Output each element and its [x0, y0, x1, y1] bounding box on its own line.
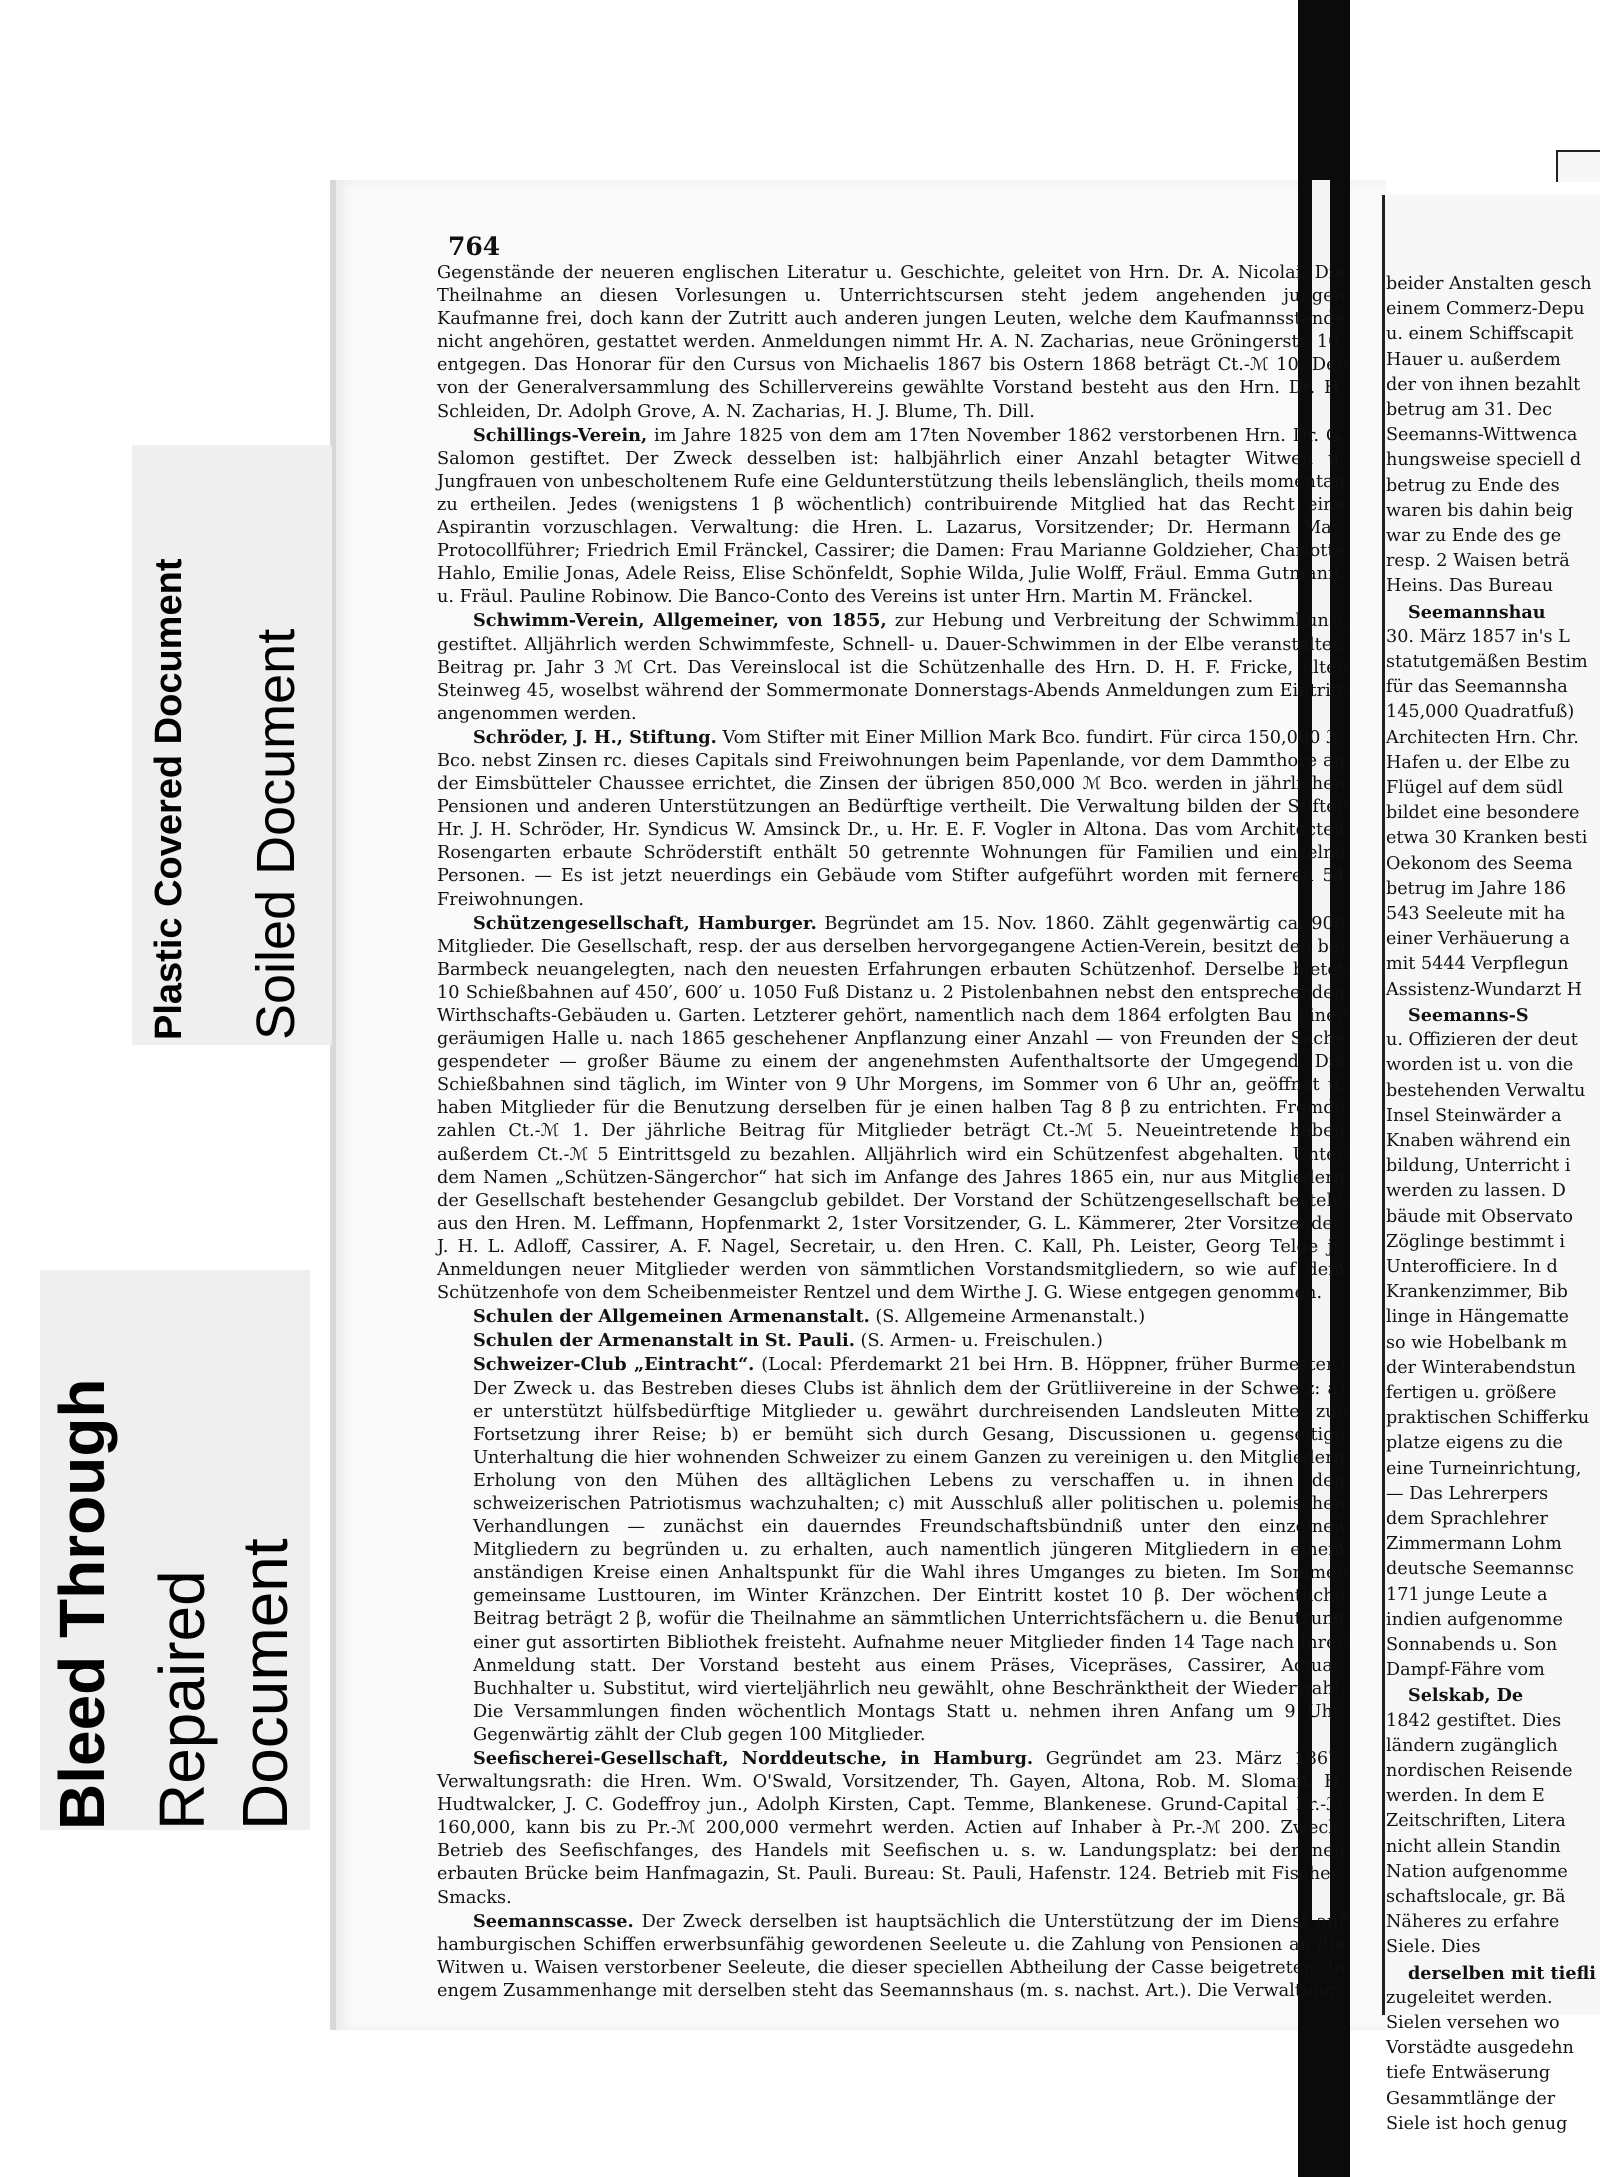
entry-text: (S. Allgemeine Armenanstalt.) [875, 1307, 1146, 1328]
right-column-line: Zimmermann Lohm [1386, 1534, 1562, 1555]
entry-text: (Local: Pferdemarkt 21 bei Hrn. B. Höppner, früher Burmester.) Der Zweck u. das Bestreben dieses Clubs ist ähnlich dem der Grütliivereine in der Schweiz: a) er unterstützt hülfsbedürftige Mitglieder u. gewährt durchreisenden Landsleuten Mittel zur Fortsetzung ihrer Reise; b) er bemüht sich durch Gesang, Discussionen u. gegenseitige Unterhaltung die hier wohnenden Schweizer zu einem Ganzen zu vereinigen u. den Mitgliedern Erholung von den Mühen des alltäglichen Lebens zu verschaffen u. in ihnen den schweizerischen Patriotismus wachzuhalten; c) mit Ausschluß aller politischen u. polemischen Verhandlungen — zunächst ein dauerndes Freundschaftsbündniß unter den einzelnen Mitgliedern zu begründen u. zu erhalten, auch namentlich jüngeren Mitgliedern in einem anständigen Kreise einen Anhaltspunkt für die Wahl ihres Umganges zu bieten. Im Sommer gemeinsame Lusttouren, im Winter Kränzchen. Der Eintritt kostet 10 β. Der wöchentliche Beitrag beträgt 2 β, wofür die Theilnahme an sämmtlichen Unterrichtsfächern u. die Benutzung einer gut assortirten Bibliothek freisteht. Aufnahme neuer Mitglieder finden 14 Tage nach ihrer Anmeldung statt. Der Vorstand besteht aus einem Präses, Vicepräses, Cassirer, Actuar, Buchhalter u. Substitut, wird vierteljährlich neu gewählt, ohne Beschränktheit der Wiederwahl. Die Versammlungen finden wöchentlich Montags Statt u. nehmen ihren Anfang um 9 Uhr. Gegenwärtig zählt der Club gegen 100 Mitglieder. [473, 1355, 1345, 1745]
right-column-line: ländern zugänglich [1386, 1735, 1558, 1756]
right-column-line: Unterofficiere. In d [1386, 1256, 1558, 1277]
entry-text: im Jahre 1825 von dem am 17ten November 1862 verstorbenen Hrn. Dr. G. Salomon gestiftet. Der Zweck desselben ist: halbjährlich einer Anzahl betagter Witwen u. Jungfrauen von unbescholtenem Rufe eine Geldunterstützung theils lebenslänglich, theils momentan zu ertheilen. Jedes (wenigstens 1 β wöchentlich) contribuirende Mitglied hat das Recht eine Aspirantin vorzuschlagen. Verwaltung: die Hren. L. Lazarus, Vorsitzender; Dr. Hermann May, Protocollführer; Friedrich Emil Fränckel, Cassirer; die Damen: Frau Marianne Goldzieher, Charlotte Hahlo, Emilie Jonas, Adele Reiss, Elise Schönfeldt, Sophie Wilda, Julie Wolff, Fräul. Emma Gutmann, u. Fräul. Pauline Robinow. Die Banco-Conto des Vereins ist unter Hrn. Martin M. Fränckel. [437, 425, 1346, 608]
entry-heading: Schweizer-Club „Eintracht“. [473, 1354, 755, 1376]
label-document: Document [229, 1538, 301, 1830]
right-column-line: 1842 gestiftet. Dies [1386, 1710, 1562, 1731]
entry-heading: Seefischerei-Gesellschaft, Norddeutsche, in Hamburg. [473, 1748, 1034, 1769]
right-column-line: Flügel auf dem südl [1386, 778, 1564, 799]
right-column-line: Heins. Das Bureau [1386, 576, 1554, 597]
main-text-column [437, 262, 1345, 2003]
right-column-line: worden ist u. von die [1386, 1055, 1574, 1076]
right-column-line: 543 Seeleute mit ha [1386, 904, 1566, 925]
right-column-line: zugeleitet werden. [1386, 1987, 1553, 2008]
right-column-line: für das Seemannsha [1386, 677, 1568, 698]
right-column-line: einem Commerz-Depu [1386, 299, 1585, 320]
right-column-line: 30. März 1857 in's L [1386, 626, 1570, 647]
right-column-line: Sonnabends u. Son [1386, 1634, 1558, 1655]
right-column-line: — Das Lehrerpers [1386, 1483, 1549, 1504]
entry-text: (S. Armen- u. Freischulen.) [860, 1331, 1103, 1352]
entry-text: Gegenstände der neueren englischen Literatur u. Geschichte, geleitet von Hrn. Dr. A. Nicolai. Die Theilnahme an diesen Vorlesungen u. Unterrichtscursen steht jedem angehenden jungen Kaufmanne frei, doch kann der Zutritt auch anderen jungen Leuten, welche dem Kaufmannsstande nicht angehören, gestattet werden. Anmeldungen nimmt Hr. A. N. Zacharias, neue Gröningerstr. 10, entgegen. Das Honorar für den Cursus von Michaelis 1867 bis Ostern 1868 beträgt Ct.-ℳ 10. Der von der Generalversammlung des Schillervereins gewählte Vorstand besteht aus den Hrn. Dr. H. Schleiden, Dr. Adolph Grove, A. N. Zacharias, H. J. Blume, Th. Dill. [437, 263, 1345, 422]
right-page-corner [1556, 150, 1600, 182]
entry-paragraph [437, 912, 1345, 1306]
right-column-line: bildet eine besondere [1386, 803, 1580, 824]
entry-heading: Schulen der Armenanstalt in St. Pauli. [473, 1330, 855, 1352]
right-column-line: bäude mit Observato [1386, 1206, 1573, 1227]
right-column-line: fertigen u. größere [1386, 1382, 1557, 1403]
right-column-line: dem Sprachlehrer [1386, 1508, 1548, 1529]
right-column-line: Gesammtlänge der [1386, 2088, 1556, 2109]
right-column-line: u. Offizieren der deut [1386, 1030, 1578, 1051]
right-column-line: waren bis dahin beig [1386, 500, 1574, 521]
entry-paragraph [437, 1329, 1345, 1353]
right-column-line: mit 5444 Verpflegun [1386, 954, 1569, 975]
right-column-line: Seemannshau [1408, 601, 1546, 623]
right-column-line: Hafen u. der Elbe zu [1386, 752, 1571, 773]
right-column-line: nordischen Reisende [1386, 1760, 1573, 1781]
entry-heading: Schulen der Allgemeinen Armenanstalt. [473, 1306, 870, 1328]
right-column-line: einer Verhäuerung a [1386, 929, 1570, 950]
entry-heading: Seemannscasse. [473, 1910, 634, 1932]
right-column-line: deutsche Seemannsc [1386, 1559, 1574, 1580]
right-column-line: der Winterabendstun [1386, 1357, 1576, 1378]
right-column-line: war zu Ende des ge [1386, 526, 1562, 547]
right-column-line: schaftslocale, gr. Bä [1386, 1887, 1566, 1907]
label-bleed-through: Bleed Through [46, 1378, 118, 1830]
right-column-line: Krankenzimmer, Bib [1386, 1282, 1568, 1303]
label-repaired: Repaired [146, 1570, 218, 1830]
right-column-line: der von ihnen bezahlt [1386, 374, 1581, 395]
entry-paragraph [437, 609, 1345, 725]
entry-paragraph [437, 1910, 1345, 2003]
entry-heading: Schillings-Verein, [473, 424, 648, 446]
right-column-line: Siele ist hoch genug [1386, 2113, 1568, 2134]
right-column-line: etwa 30 Kranken besti [1386, 828, 1588, 849]
entry-heading: Schützengesellschaft, Hamburger. [473, 912, 817, 934]
right-column-line: Selskab, De [1408, 1685, 1524, 1707]
entry-paragraph [437, 1747, 1345, 1910]
right-column-line: linge in Hängematte [1386, 1307, 1569, 1328]
right-column-line: Näheres zu erfahre [1386, 1912, 1560, 1933]
right-column-line: praktischen Schifferku [1386, 1408, 1590, 1429]
right-column-line: tiefe Entwäserung [1386, 2063, 1551, 2084]
entry-text: Der Zweck derselben ist hauptsächlich die Unterstützung der im Dienst auf hamburgischen Schiffen erwerbsunfähig gewordenen Seeleute u. die Zahlung von Pensionen an die Witwen u. Waisen verstorbener Seeleute, die dieser speciellen Abtheilung der Casse beigetreten. In engem Zusammenhange mit derselben steht das Seemannshaus (m. s. nachst. Art.). Die Verwaltung [437, 1911, 1346, 2001]
right-column-line: beider Anstalten gesch [1386, 274, 1592, 294]
entry-paragraph [437, 262, 1345, 424]
right-column-line: derselben mit tiefli [1408, 1962, 1596, 1984]
right-column-line: Assistenz-Wundarzt H [1386, 979, 1582, 1000]
right-column-line: Architecten Hrn. Chr. [1386, 727, 1579, 748]
right-column-line: Seemanns-S [1408, 1004, 1529, 1026]
right-column-line: Zeitschriften, Litera [1386, 1811, 1566, 1832]
entry-paragraph [437, 726, 1345, 912]
right-column-line: Vorstädte ausgedehn [1386, 2038, 1574, 2059]
right-column-line: Nation aufgenomme [1386, 1861, 1568, 1882]
right-column-line: Sielen versehen wo [1386, 2013, 1560, 2034]
label-soiled-document: Soiled Document [246, 628, 306, 1040]
entry-text: zur Hebung und Verbreitung der Schwimmkunst gestiftet. Alljährlich werden Schwimmfeste, Schnell- u. Dauer-Schwimmen in der Elbe veranstaltet. Beitrag pr. Jahr 3 ℳ Crt. Das Vereinslocal ist die Schützenhalle des Hrn. D. H. F. Fricke, alter Steinweg 45, woselbst während der Sommermonate Donnerstags-Abends Anmeldungen zum Eintritt angenommen werden. [437, 611, 1346, 724]
right-column-line: indien aufgenomme [1386, 1609, 1563, 1630]
right-column-line: 145,000 Quadratfuß) [1386, 702, 1575, 723]
right-column-line: hungsweise speciell d [1386, 450, 1582, 471]
right-column-line: werden zu lassen. D [1386, 1181, 1566, 1202]
entry-heading: Schröder, J. H., Stiftung. [473, 726, 717, 748]
right-column-line: betrug zu Ende des [1386, 475, 1560, 496]
right-column-line: betrug am 31. Dec [1386, 400, 1553, 421]
label-plastic-covered-document: Plastic Covered Document [148, 558, 190, 1040]
entry-heading: Schwimm-Verein, Allgemeiner, von 1855, [473, 610, 887, 632]
right-column-line: Zöglinge bestimmt i [1386, 1231, 1565, 1252]
right-column-line: Dampf-Fähre vom [1386, 1660, 1545, 1681]
entry-paragraph [437, 1353, 1345, 1747]
right-column-line: nicht allein Standin [1386, 1836, 1561, 1857]
right-column-line: Insel Steinwärder a [1386, 1105, 1562, 1126]
right-column-line: statutgemäßen Bestim [1386, 652, 1588, 673]
right-column-line: betrug im Jahre 186 [1386, 878, 1567, 899]
entry-text: Vom Stifter mit Einer Million Mark Bco. fundirt. Für circa 150,000 ℳ Bco. nebst Zinsen rc. dieses Capitals sind Freiwohnungen beim Papenlande, vor dem Dammthore an der Eimsbütteler Chaussee errichtet, die Zinsen der übrigen 850,000 ℳ Bco. werden in jährlichen Pensionen und anderen Unterstützungen an Bedürftige vertheilt. Die Verwaltung bilden der Stifter Hr. J. H. Schröder, Hr. Syndicus W. Amsinck Dr., u. Hr. E. F. Vogler in Altona. Das vom Architecten Rosengarten erbaute Schröderstift enthält 50 getrennte Wohnungen für Familien und einzelne Personen. — Es ist jetzt neuerdings ein Gebäude vom Stifter aufgeführt worden mit ferneren 54 Freiwohnungen. [437, 727, 1346, 910]
right-column-line: bestehenden Verwaltu [1386, 1080, 1586, 1101]
right-column-line: Oekonom des Seema [1386, 853, 1573, 874]
right-column-line: u. einem Schiffscapit [1386, 324, 1574, 345]
right-column-line: so wie Hobelbank m [1386, 1332, 1568, 1353]
right-column-line: platze eigens zu die [1386, 1433, 1563, 1454]
entry-paragraph [437, 424, 1345, 610]
entry-text: Gegründet am 23. März 1867. Verwaltungsrath: die Hren. Wm. O'Swald, Vorsitzender, Th. Gayen, Altona, Rob. M. Sloman, H. Hudtwalcker, J. C. Godeffroy jun., Adolph Kirsten, Capt. Temme, Blankenese. Grund-Capital Pr.-ℳ 160,000, kann bis zu Pr.-ℳ 200,000 vermehrt werden. Actien auf Inhaber à Pr.-ℳ 200. Zweck: Betrieb des Seefischfanges, des Handels mit Seefischen u. s. w. Landungsplatz: bei der neu erbauten Brücke beim Hanfmagazin, St. Pauli. Bureau: St. Pauli, Hafenstr. 124. Betrieb mit Fischer-Smacks. [437, 1749, 1345, 1908]
page-number: 764 [448, 232, 501, 261]
right-column-line: eine Turneinrichtung, [1386, 1458, 1582, 1479]
right-column-line: werden. In dem E [1386, 1786, 1545, 1807]
entry-text: Begründet am 15. Nov. 1860. Zählt gegenwärtig ca. 900 Mitglieder. Die Gesellschaft, resp. der aus derselben hervorgegangene Actien-Verein, besitzt den bei Barmbeck neuangelegten, nach den neuesten Erfahrungen erbauten Schützenhof. Derselbe bietet 10 Schießbahnen auf 450′, 600′ u. 1050 Fuß Distanz u. 2 Pistolenbahnen nebst den entsprechenden Wirthschafts-Gebäuden u. Garten. Letzterer gehört, namentlich nach dem 1864 erfolgten Bau einer geräumigen Halle u. nach 1865 geschehener Anpflanzung einer Anzahl — von Freunden der Sache gespendeter — großer Bäume zu einem der angenehmsten Aufenthaltsorte der Umgegend. Die Schießbahnen sind täglich, im Winter von 9 Uhr Morgens, im Sommer von 6 Uhr an, geöffnet u. haben Mitglieder für die Benutzung derselben für je einen halben Tag 8 β zu entrichten. Fremde zahlen Ct.-ℳ 1. Der jährliche Beitrag für Mitglieder beträgt Ct.-ℳ 5. Neueintretende haben außerdem Ct.-ℳ 5 Eintrittsgeld zu bezahlen. Alljährlich wird ein Schützenfest abgehalten. Unter dem Namen „Schützen-Sängerchor“ hat sich im Anfange des Jahres 1865 ein, nur aus Mitgliedern der Gesellschaft bestehender Gesangclub gebildet. Der Vorstand der Schützengesellschaft besteht aus den Hren. M. Leffmann, Hopfenmarkt 2, 1ster Vorsitzender, G. L. Kämmerer, 2ter Vorsitzender, J. H. L. Adloff, Cassirer, A. F. Nagel, Secretair, u. den Hren. C. Kall, Ph. Leister, Georg Telge jr. Anmeldungen neuer Mitglieder werden von sämmtlichen Vorstandsmitgliedern, so wie auf dem Schützenhofe von dem Scheibenmeister Rentzel und dem Wirthe J. G. Wiese entgegen genommen. [437, 913, 1345, 1304]
entry-paragraph [437, 1305, 1345, 1329]
right-column-line: Knaben während ein [1386, 1130, 1571, 1151]
right-text-column [1386, 272, 1600, 2137]
right-column-line: Siele. Dies [1386, 1937, 1481, 1958]
right-column-line: 171 junge Leute a [1386, 1584, 1548, 1605]
right-column-line: bildung, Unterricht i [1386, 1156, 1571, 1177]
right-column-line: Hauer u. außerdem [1386, 349, 1561, 370]
right-column-line: Seemanns-Wittwenca [1386, 425, 1578, 446]
right-column-line: resp. 2 Waisen beträ [1386, 551, 1570, 572]
